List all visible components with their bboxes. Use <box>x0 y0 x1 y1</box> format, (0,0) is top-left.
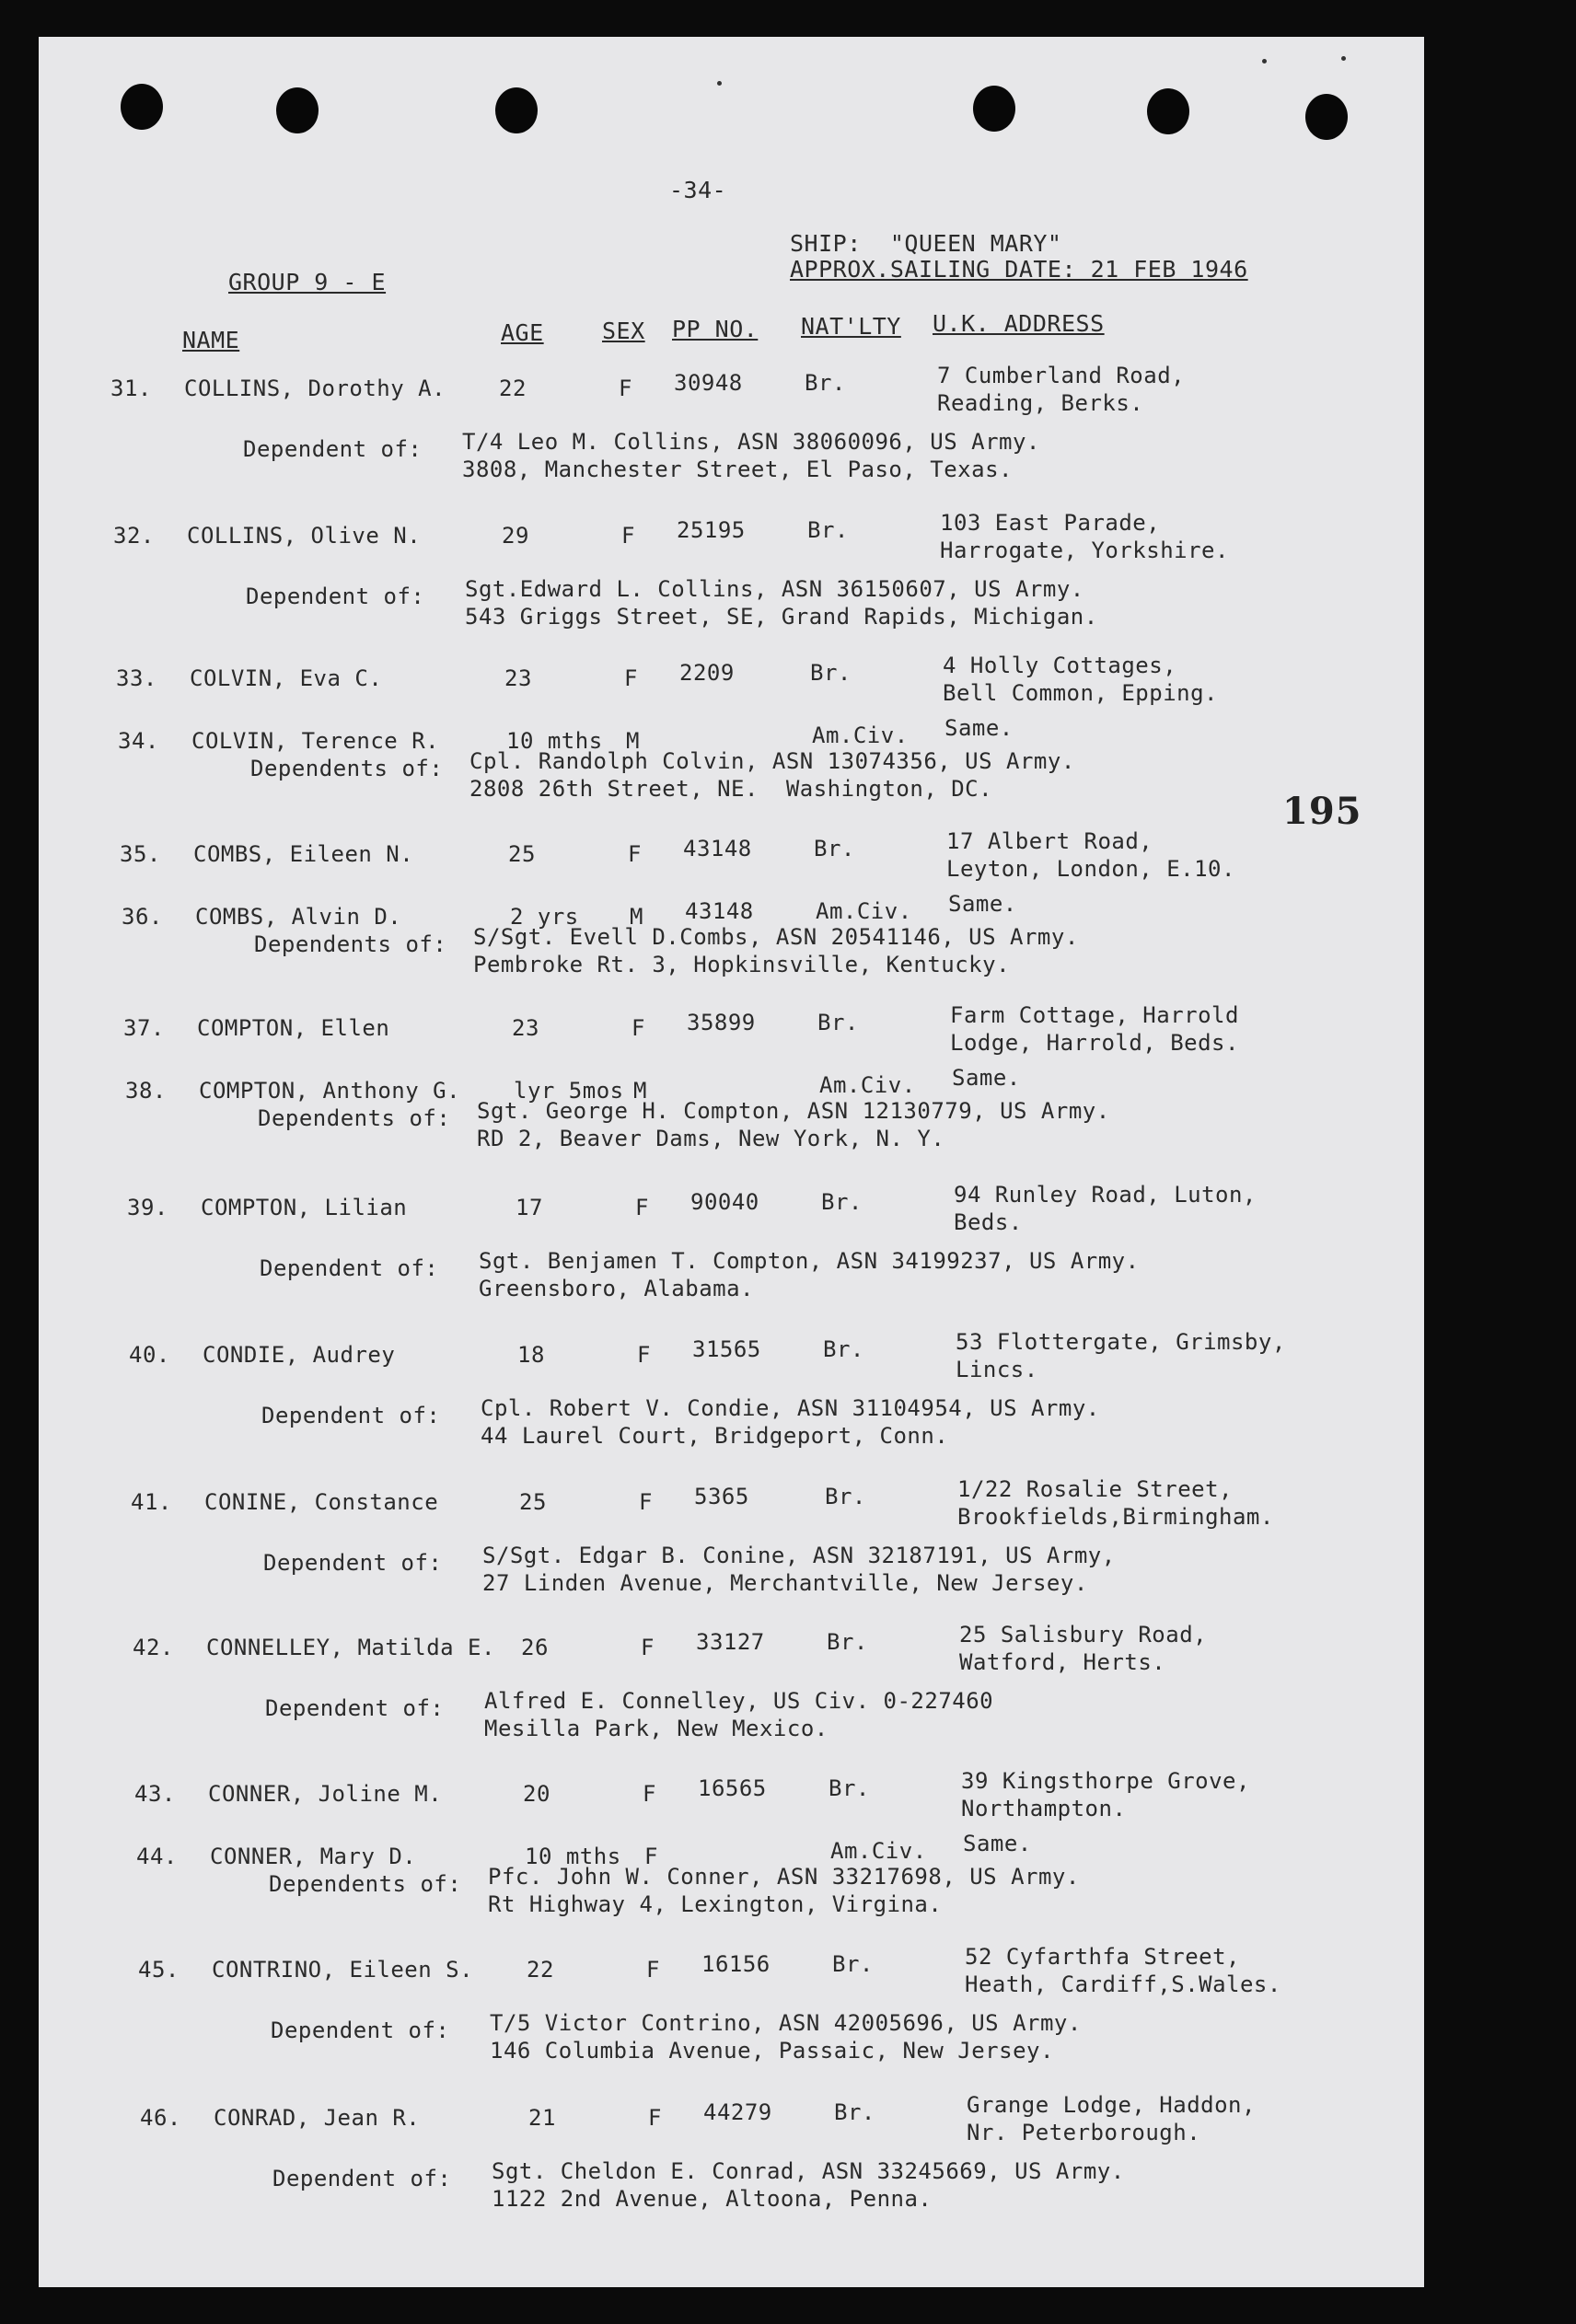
dependent-label: Dependent of: <box>243 436 423 462</box>
dependent-label: Dependent of: <box>272 2166 452 2191</box>
passenger-name: COMPTON, Ellen <box>197 1015 390 1041</box>
passport-number: 16565 <box>698 1775 767 1801</box>
passenger-sex: M <box>633 1078 647 1104</box>
uk-address-line-2: Nr. Peterborough. <box>967 2120 1201 2145</box>
dependent-label: Dependent of: <box>271 2018 450 2043</box>
uk-address-line-1: Same. <box>952 1065 1021 1091</box>
dependent-label: Dependent of: <box>260 1255 439 1281</box>
uk-address-line-1: 7 Cumberland Road, <box>937 363 1186 388</box>
passenger-name: CONTRINO, Eileen S. <box>212 1957 474 1983</box>
entry-number: 42. <box>133 1635 174 1660</box>
dependent-sponsor: Pfc. John W. Conner, ASN 33217698, US Army. <box>488 1864 1080 1890</box>
column-header-age: AGE <box>501 319 544 346</box>
uk-address-line-1: 17 Albert Road, <box>946 828 1153 854</box>
passport-number: 43148 <box>685 898 754 924</box>
uk-address-line-2: Leyton, London, E.10. <box>946 856 1235 882</box>
dependent-sponsor: S/Sgt. Edgar B. Conine, ASN 32187191, US Army, <box>482 1543 1116 1568</box>
uk-address-line-2: Northampton. <box>961 1796 1127 1821</box>
passport-number: 30948 <box>674 370 743 396</box>
nationality: Br. <box>832 1951 874 1977</box>
passenger-name: CONNER, Mary D. <box>210 1844 417 1869</box>
passenger-age: 20 <box>523 1781 550 1807</box>
passenger-age: 26 <box>521 1635 549 1660</box>
passenger-sex: F <box>624 665 638 691</box>
entry-number: 35. <box>120 841 161 867</box>
punch-hole <box>973 86 1015 132</box>
dependent-sponsor: Sgt. Cheldon E. Conrad, ASN 33245669, US Army. <box>492 2158 1125 2184</box>
document-page <box>39 37 1424 2287</box>
nationality: Br. <box>810 660 852 686</box>
dependent-label: Dependent of: <box>263 1550 443 1576</box>
page-stamp-number: 195 <box>1282 790 1362 833</box>
uk-address-line-1: 1/22 Rosalie Street, <box>957 1476 1233 1502</box>
passenger-sex: F <box>643 1781 656 1807</box>
passenger-name: COMBS, Eileen N. <box>193 841 414 867</box>
uk-address-line-1: Same. <box>944 715 1014 741</box>
passenger-age: 2 yrs <box>510 904 579 930</box>
uk-address-line-2: Brookfields,Birmingham. <box>957 1504 1274 1530</box>
punch-hole <box>1305 94 1348 140</box>
dependent-address: 44 Laurel Court, Bridgeport, Conn. <box>481 1423 949 1449</box>
dependent-address: 146 Columbia Avenue, Passaic, New Jersey. <box>490 2038 1054 2064</box>
dependent-address: Greensboro, Alabama. <box>479 1276 754 1301</box>
entry-number: 32. <box>113 523 155 549</box>
passenger-age: 22 <box>499 376 527 401</box>
nationality: Br. <box>807 517 849 543</box>
passport-number: 31565 <box>692 1336 761 1362</box>
passport-number: 44279 <box>703 2099 772 2125</box>
passenger-name: COMPTON, Lilian <box>201 1195 408 1220</box>
passenger-age: 10 mths <box>506 728 603 754</box>
punch-hole <box>495 87 538 133</box>
dependent-label: Dependents of: <box>258 1105 451 1131</box>
passenger-sex: F <box>644 1844 658 1869</box>
dependent-label: Dependent of: <box>246 584 425 609</box>
passenger-name: CONDIE, Audrey <box>203 1342 396 1368</box>
dependent-address: 1122 2nd Avenue, Altoona, Penna. <box>492 2186 933 2212</box>
punch-hole <box>1147 88 1189 134</box>
nationality: Am.Civ. <box>816 898 912 924</box>
entry-number: 38. <box>125 1078 167 1104</box>
passport-number: 16156 <box>701 1951 771 1977</box>
entry-number: 45. <box>138 1957 180 1983</box>
nationality: Br. <box>821 1189 863 1215</box>
passenger-sex: F <box>621 523 635 549</box>
uk-address-line-1: Grange Lodge, Haddon, <box>967 2092 1256 2118</box>
nationality: Am.Civ. <box>819 1072 916 1098</box>
column-header-nationality: NAT'LTY <box>801 313 901 340</box>
passenger-name: CONNELLEY, Matilda E. <box>206 1635 495 1660</box>
nationality: Br. <box>827 1629 868 1655</box>
passenger-name: CONINE, Constance <box>204 1489 439 1515</box>
passport-number: 35899 <box>687 1010 756 1035</box>
entry-number: 36. <box>122 904 163 930</box>
passenger-name: COLLINS, Dorothy A. <box>184 376 446 401</box>
speck <box>717 81 722 86</box>
passenger-sex: F <box>632 1015 645 1041</box>
entry-number: 46. <box>140 2105 181 2131</box>
passport-number: 90040 <box>690 1189 759 1215</box>
passenger-age: 25 <box>508 841 536 867</box>
passenger-sex: F <box>637 1342 651 1368</box>
nationality: Am.Civ. <box>812 723 909 748</box>
speck <box>1341 56 1346 61</box>
passenger-age: 21 <box>528 2105 556 2131</box>
nationality: Br. <box>825 1484 866 1509</box>
nationality: Br. <box>823 1336 864 1362</box>
dependent-label: Dependents of: <box>254 931 447 957</box>
passenger-sex: M <box>626 728 640 754</box>
dependent-sponsor: Sgt.Edward L. Collins, ASN 36150607, US Army. <box>465 576 1084 602</box>
uk-address-line-2: Harrogate, Yorkshire. <box>940 538 1229 563</box>
nationality: Br. <box>834 2099 875 2125</box>
uk-address-line-2: Lodge, Harrold, Beds. <box>950 1030 1239 1056</box>
passenger-sex: F <box>639 1489 653 1515</box>
column-header-uk-address: U.K. ADDRESS <box>933 310 1105 337</box>
passenger-sex: F <box>641 1635 655 1660</box>
passenger-age: lyr 5mos <box>514 1078 624 1104</box>
nationality: Am.Civ. <box>830 1838 927 1864</box>
uk-address-line-1: Same. <box>963 1831 1032 1856</box>
uk-address-line-1: Same. <box>948 891 1017 917</box>
nationality: Br. <box>817 1010 859 1035</box>
entry-number: 37. <box>123 1015 165 1041</box>
passport-number: 2209 <box>679 660 735 686</box>
dependent-address: 3808, Manchester Street, El Paso, Texas. <box>462 457 1013 482</box>
dependent-address: 543 Griggs Street, SE, Grand Rapids, Michigan. <box>465 604 1098 630</box>
uk-address-line-1: 53 Flottergate, Grimsby, <box>956 1329 1286 1355</box>
passenger-age: 22 <box>527 1957 554 1983</box>
uk-address-line-2: Reading, Berks. <box>937 390 1144 416</box>
dependent-address: Pembroke Rt. 3, Hopkinsville, Kentucky. <box>473 952 1011 977</box>
speck <box>1262 59 1267 64</box>
ship-line: SHIP: "QUEEN MARY" <box>790 230 1062 257</box>
column-header-name: NAME <box>182 327 240 353</box>
dependent-sponsor: T/4 Leo M. Collins, ASN 38060096, US Army. <box>462 429 1040 455</box>
dependent-sponsor: Sgt. Benjamen T. Compton, ASN 34199237, US Army. <box>479 1248 1140 1274</box>
dependent-label: Dependents of: <box>269 1871 462 1897</box>
dependent-sponsor: Cpl. Robert V. Condie, ASN 31104954, US Army. <box>481 1395 1100 1421</box>
uk-address-line-1: 103 East Parade, <box>940 510 1161 536</box>
dependent-address: 27 Linden Avenue, Merchantville, New Jersey. <box>482 1570 1088 1596</box>
passenger-name: COMBS, Alvin D. <box>195 904 402 930</box>
entry-number: 41. <box>131 1489 172 1515</box>
dependent-address: Rt Highway 4, Lexington, Virgina. <box>488 1891 943 1917</box>
passenger-sex: M <box>630 904 643 930</box>
dependent-label: Dependents of: <box>250 756 444 781</box>
passenger-age: 25 <box>519 1489 547 1515</box>
uk-address-line-1: 52 Cyfarthfa Street, <box>965 1944 1240 1970</box>
passenger-sex: F <box>628 841 642 867</box>
passenger-sex: F <box>619 376 632 401</box>
page-number: -34- <box>669 177 727 203</box>
entry-number: 44. <box>136 1844 178 1869</box>
passport-number: 5365 <box>694 1484 749 1509</box>
dependent-address: RD 2, Beaver Dams, New York, N. Y. <box>477 1126 945 1151</box>
punch-hole <box>276 87 319 133</box>
dependent-address: 2808 26th Street, NE. Washington, DC. <box>469 776 993 802</box>
uk-address-line-1: Farm Cottage, Harrold <box>950 1002 1239 1028</box>
dependent-label: Dependent of: <box>261 1403 441 1428</box>
dependent-sponsor: Sgt. George H. Compton, ASN 12130779, US Army. <box>477 1098 1110 1124</box>
uk-address-line-2: Lincs. <box>956 1357 1038 1382</box>
passenger-age: 10 mths <box>525 1844 621 1869</box>
entry-number: 31. <box>110 376 152 401</box>
dependent-sponsor: S/Sgt. Evell D.Combs, ASN 20541146, US Army. <box>473 924 1079 950</box>
entry-number: 34. <box>118 728 159 754</box>
passenger-name: COLLINS, Olive N. <box>187 523 422 549</box>
passenger-age: 17 <box>516 1195 543 1220</box>
column-header-pp-no: PP NO. <box>672 316 759 342</box>
dependent-address: Mesilla Park, New Mexico. <box>484 1716 829 1741</box>
passenger-name: COLVIN, Eva C. <box>190 665 383 691</box>
dependent-sponsor: Cpl. Randolph Colvin, ASN 13074356, US Army. <box>469 748 1075 774</box>
entry-number: 33. <box>116 665 157 691</box>
punch-hole <box>121 84 163 130</box>
entry-number: 39. <box>127 1195 168 1220</box>
passenger-name: CONRAD, Jean R. <box>214 2105 421 2131</box>
sailing-date-line: APPROX.SAILING DATE: 21 FEB 1946 <box>790 256 1248 283</box>
dependent-label: Dependent of: <box>265 1695 445 1721</box>
passenger-sex: F <box>648 2105 662 2131</box>
passenger-age: 29 <box>502 523 529 549</box>
uk-address-line-1: 25 Salisbury Road, <box>959 1622 1208 1648</box>
dependent-sponsor: Alfred E. Connelley, US Civ. 0-227460 <box>484 1688 994 1714</box>
nationality: Br. <box>814 836 855 861</box>
passenger-age: 23 <box>504 665 532 691</box>
passenger-sex: F <box>646 1957 660 1983</box>
uk-address-line-2: Heath, Cardiff,S.Wales. <box>965 1971 1281 1997</box>
passenger-age: 18 <box>517 1342 545 1368</box>
uk-address-line-2: Beds. <box>954 1209 1023 1235</box>
uk-address-line-1: 94 Runley Road, Luton, <box>954 1182 1257 1208</box>
entry-number: 43. <box>134 1781 176 1807</box>
passenger-name: CONNER, Joline M. <box>208 1781 443 1807</box>
dependent-sponsor: T/5 Victor Contrino, ASN 42005696, US Army. <box>490 2010 1082 2036</box>
uk-address-line-2: Bell Common, Epping. <box>943 680 1218 706</box>
passport-number: 43148 <box>683 836 752 861</box>
entry-number: 40. <box>129 1342 170 1368</box>
nationality: Br. <box>829 1775 870 1801</box>
uk-address-line-2: Watford, Herts. <box>959 1649 1166 1675</box>
nationality: Br. <box>805 370 846 396</box>
passport-number: 33127 <box>696 1629 765 1655</box>
passenger-age: 23 <box>512 1015 539 1041</box>
group-label: GROUP 9 - E <box>228 269 387 295</box>
column-header-sex: SEX <box>602 318 645 344</box>
passenger-sex: F <box>635 1195 649 1220</box>
passport-number: 25195 <box>677 517 746 543</box>
passenger-name: COLVIN, Terence R. <box>191 728 440 754</box>
passenger-name: COMPTON, Anthony G. <box>199 1078 461 1104</box>
uk-address-line-1: 39 Kingsthorpe Grove, <box>961 1768 1250 1794</box>
uk-address-line-1: 4 Holly Cottages, <box>943 653 1177 678</box>
